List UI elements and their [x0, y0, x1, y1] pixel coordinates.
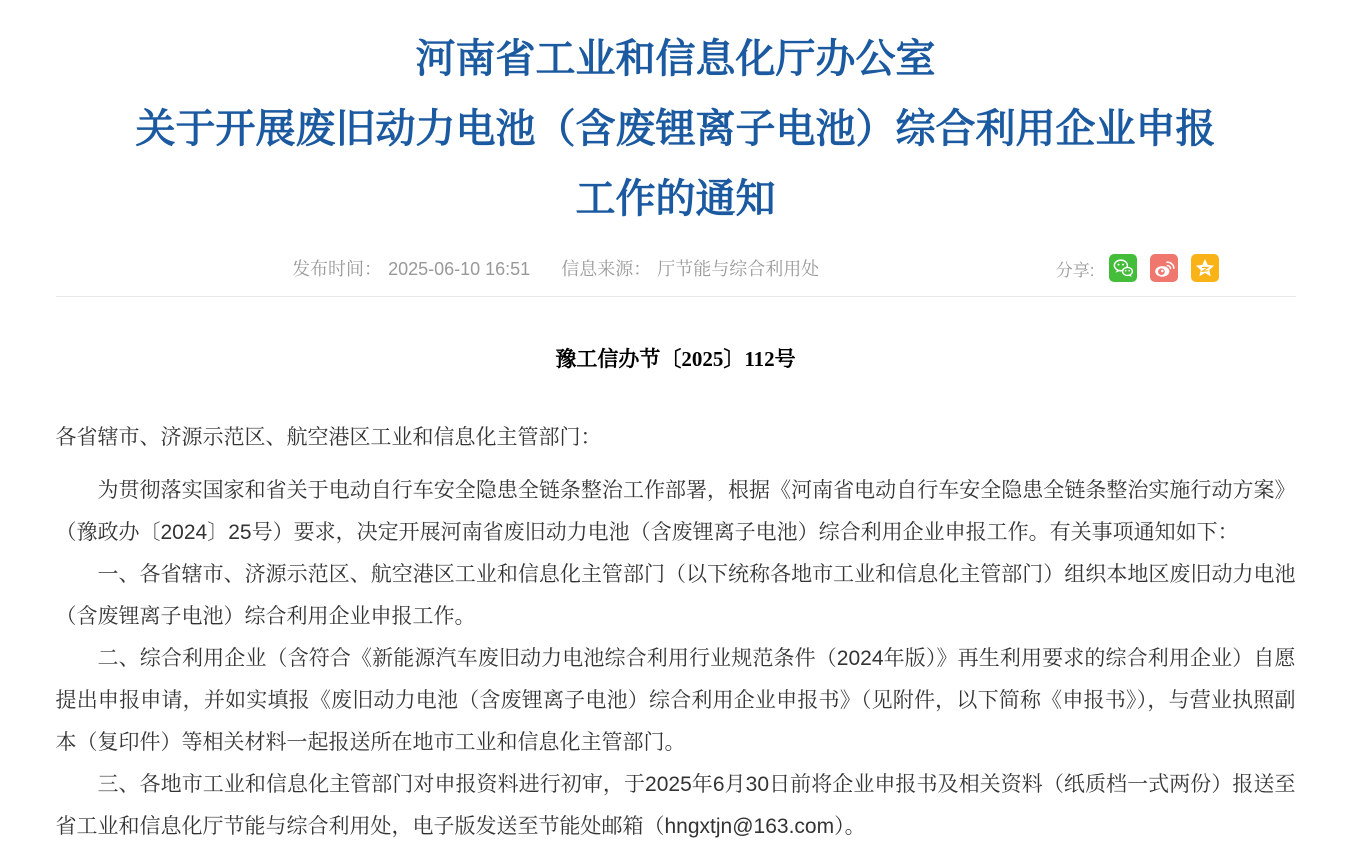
content-container: [56, 0, 1296, 842]
source-value: 厅节能与综合利用处: [657, 259, 820, 279]
paragraph-item-2: 二、综合利用企业（含符合《新能源汽车废旧动力电池综合利用行业规范条件（2024年版）》再生利用要求的综合利用企业）自愿提出申报申请，并如实填报《废旧动力电池（含废锂离子电池）综合利用企业申报书》（见附件，以下简称《申报书》），与营业执照副本（复印件）等相关材料一起报送所在地市工业和信息化主管部门。: [55, 647, 1296, 754]
page-title-line-1: 河南省工业和信息化厅办公室: [415, 37, 936, 81]
share-widget: [1056, 254, 1296, 282]
notice-body: [56, 417, 1296, 842]
page-title-line-3: 工作的通知: [575, 177, 776, 221]
salutation: 各省辖市、济源示范区、航空港区工业和信息化主管部门：: [55, 426, 602, 449]
publish-time-label: 发布时间：: [292, 259, 383, 279]
publish-info: [56, 255, 1056, 281]
meta-bar: [56, 254, 1296, 297]
qzone-star-icon: [1193, 256, 1217, 280]
share-wechat-button[interactable]: [1109, 254, 1137, 282]
share-qzone-button[interactable]: [1191, 254, 1219, 282]
paragraph-intro: 为贯彻落实国家和省关于电动自行车安全隐患全链条整治工作部署，根据《河南省电动自行车安全隐患全链条整治实施行动方案》（豫政办〔2024〕25号）要求，决定开展河南省废旧动力电池（含废锂离子电池）综合利用企业申报工作。有关事项通知如下：: [55, 479, 1296, 544]
page-title-line-2: 关于开展废旧动力电池（含废锂离子电池）综合利用企业申报: [135, 107, 1216, 151]
source-label: 信息来源：: [561, 259, 652, 279]
publish-time-value: 2025-06-10 16:51: [388, 259, 531, 279]
paragraph-item-3: 三、各地市工业和信息化主管部门对申报资料进行初审，于2025年6月30日前将企业申报书及相关资料（纸质档一式两份）报送至省工业和信息化厅节能与综合利用处，电子版发送至节能处邮箱（hngxtjn@163.com）。: [55, 773, 1296, 838]
wechat-icon: [1111, 256, 1135, 280]
paragraph-item-1: 一、各省辖市、济源示范区、航空港区工业和信息化主管部门（以下统称各地市工业和信息化主管部门）组织本地区废旧动力电池（含废锂离子电池）综合利用企业申报工作。: [55, 563, 1296, 628]
page-title: [56, 0, 1296, 234]
share-weibo-button[interactable]: [1150, 254, 1178, 282]
document-number: 豫工信办节〔2025〕112号: [555, 347, 796, 371]
weibo-icon: [1152, 256, 1176, 280]
share-label: 分享:: [1055, 260, 1095, 280]
